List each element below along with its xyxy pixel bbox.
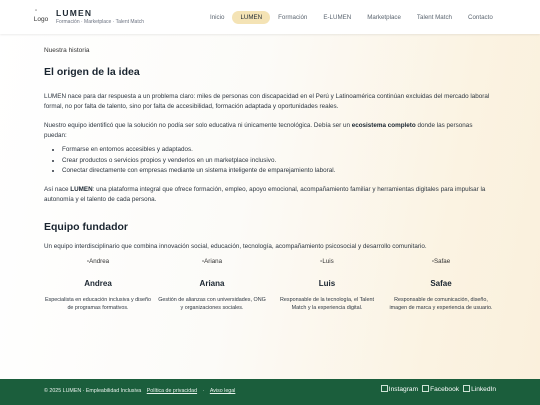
site-footer [0, 379, 540, 405]
main-nav [202, 10, 501, 24]
brand-tagline: Formación · Marketplace · Talent Match [56, 19, 144, 25]
copyright-text: © 2025 LUMEN · Empleabilidad Inclusiva [44, 388, 142, 394]
nav-contacto[interactable]: Contacto [468, 13, 493, 21]
broken-image-icon: ▫ [35, 8, 38, 14]
footer-legal [44, 388, 235, 394]
logo-alt-text: Logo [33, 16, 49, 23]
story-paragraph-1: LUMEN nace para dar respuesta a un problema claro: miles de personas con discapacidad en el Perú y Latinoamérica continúan excluidas del mercado laboral formal, no por falta de talento, sino por falta de accesibilidad, formación adaptada y oportunidades reales. [44, 93, 490, 110]
footer-separator: · [202, 388, 205, 394]
team-grid [44, 256, 496, 336]
list-item: • Conectar directamente con empresas mediante un sistema inteligente de emparejamiento laboral. [62, 166, 496, 177]
member-name: Safae [430, 278, 452, 288]
lumen-highlight: LUMEN [70, 185, 93, 193]
member-name: Ariana [199, 278, 225, 288]
story-paragraph-2: Nuestro equipo identificó que la solución no podía ser solo educativa ni únicamente tecnológica. Debía ser un ecosistema completo donde las personas puedan: [44, 122, 473, 139]
member-card-luis [273, 256, 381, 314]
nav-lumen[interactable]: LUMEN [232, 11, 270, 24]
team-title: Equipo fundador [44, 220, 128, 233]
site-header [0, 0, 540, 34]
privacy-link[interactable]: Política de privacidad [146, 388, 198, 394]
member-role: Responsable de comunicación, diseño, imagen de marca y experiencia de usuario. [389, 296, 493, 312]
nav-formacion[interactable]: Formación [278, 13, 308, 21]
member-name: Luis [318, 278, 336, 288]
story-section [44, 47, 496, 205]
facebook-link[interactable]: Facebook [422, 385, 459, 393]
member-role: Gestión de alianzas con universidades, ONG y organizaciones sociales. [158, 296, 266, 312]
broken-image-icon: ▫ [201, 257, 205, 265]
member-photo: ▫Andrea [86, 257, 110, 265]
member-card-andrea [44, 256, 152, 314]
brand-name[interactable]: LUMEN [56, 8, 93, 18]
team-intro: Un equipo interdisciplinario que combina innovación social, educación, tecnología, acompañamiento psicosocial y desarrollo comunitario. [44, 242, 427, 250]
bullet-list [44, 145, 496, 177]
list-item: • Crear productos o servicios propios y venderlos en un marketplace inclusivo. [62, 156, 496, 167]
broken-image-icon: ▫ [431, 257, 435, 265]
nav-inicio[interactable]: Inicio [210, 13, 225, 21]
broken-image-icon: ▫ [86, 257, 90, 265]
team-section [44, 221, 496, 336]
member-card-safae [387, 256, 495, 314]
member-name: Andrea [84, 278, 112, 288]
member-role: Responsable de la tecnología, el Talent Match y la experiencia digital. [279, 296, 374, 312]
facebook-icon [422, 385, 429, 392]
member-role: Especialista en educación inclusiva y diseño de programas formativos. [44, 296, 152, 312]
list-item: • Formarse en entornos accesibles y adaptados. [62, 145, 496, 156]
nav-e-lumen[interactable]: E-LUMEN [323, 13, 352, 21]
member-card-ariana [158, 256, 266, 314]
section-eyebrow: Nuestra historia [44, 47, 90, 54]
instagram-link[interactable]: Instagram [381, 385, 418, 393]
linkedin-icon [463, 385, 470, 392]
member-photo: ▫Safae [431, 257, 451, 265]
story-paragraph-3: Así nace LUMEN: una plataforma integral que ofrece formación, empleo, apoyo emocional, acompañamiento familiar y herramientas digitales para impulsar la autonomía y el talento de cada persona. [44, 185, 486, 203]
main-content [44, 44, 496, 336]
nav-marketplace[interactable]: Marketplace [367, 13, 401, 21]
member-photo: ▫Luis [320, 257, 334, 265]
legal-link[interactable]: Aviso legal [209, 388, 236, 394]
member-photo: ▫Ariana [201, 257, 223, 265]
logo-image[interactable] [33, 8, 49, 26]
linkedin-link[interactable]: LinkedIn [463, 385, 496, 393]
broken-image-icon: ▫ [320, 257, 323, 265]
story-title: El origen de la idea [44, 66, 140, 78]
instagram-icon [381, 385, 388, 392]
social-links [377, 385, 496, 393]
ecosystem-highlight: ecosistema completo [351, 122, 416, 129]
nav-talent-match[interactable]: Talent Match [416, 13, 453, 21]
